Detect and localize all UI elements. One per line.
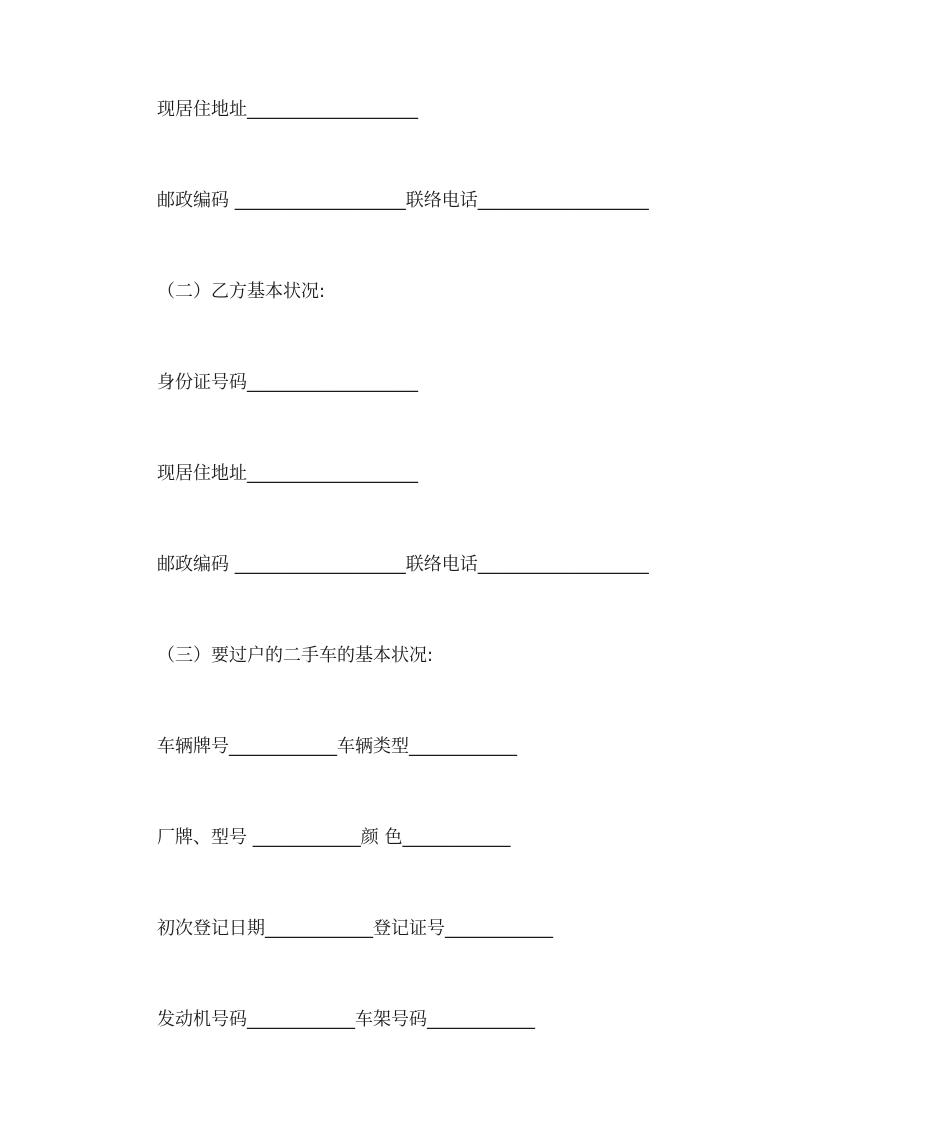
id-number-line-party-b: 身份证号码___________________: [157, 372, 418, 393]
postal-code-phone-line-party-b: 邮政编码 ___________________联络电话___________________: [157, 554, 649, 575]
postal-code-phone-line-party-a: 邮政编码 ___________________联络电话___________________: [157, 190, 649, 211]
plate-type-line: 车辆牌号____________车辆类型____________: [157, 736, 517, 757]
engine-frame-number-line: 发动机号码____________车架号码____________: [157, 1009, 535, 1030]
current-address-line-party-a: 现居住地址___________________: [157, 99, 418, 120]
section-heading-party-b: （二）乙方基本状况:: [157, 281, 326, 302]
current-address-line-party-b: 现居住地址___________________: [157, 463, 418, 484]
section-heading-vehicle: （三）要过户的二手车的基本状况:: [157, 645, 434, 666]
registration-date-number-line: 初次登记日期____________登记证号____________: [157, 918, 553, 939]
brand-model-color-line: 厂牌、型号 ____________颜 色____________: [157, 827, 511, 848]
